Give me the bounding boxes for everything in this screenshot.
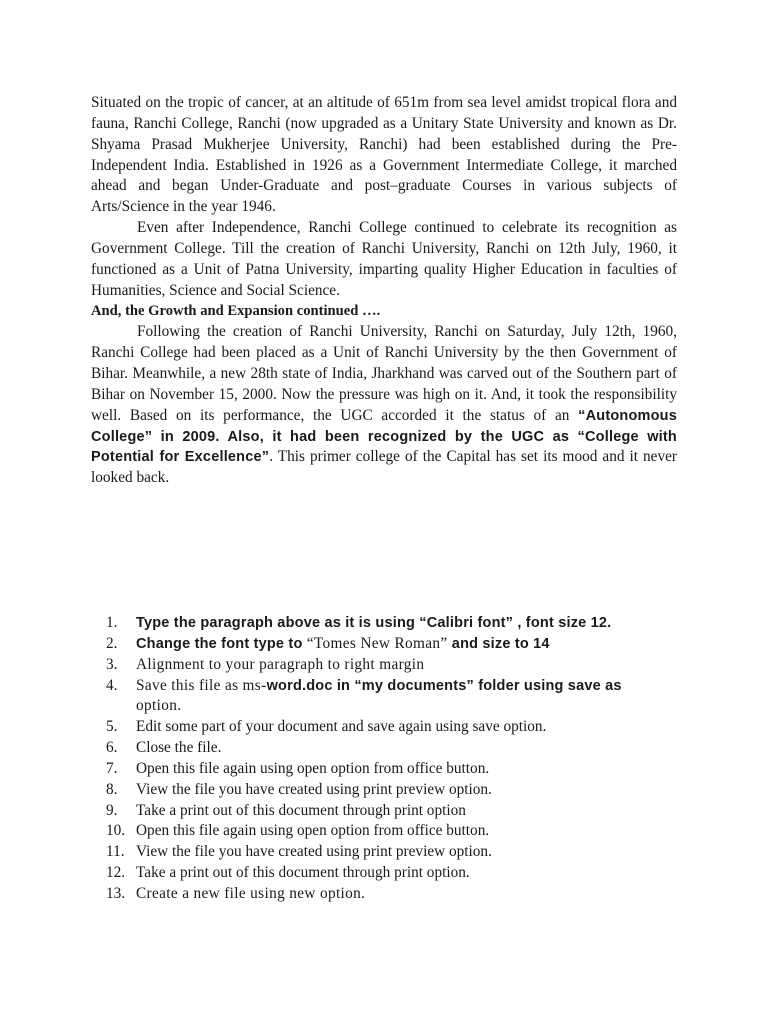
list-item xyxy=(106,801,678,822)
list-item xyxy=(106,613,678,634)
list-text: Take a print out of this document through print option. xyxy=(136,864,470,882)
list-item xyxy=(106,655,678,676)
list-text: Type the paragraph above as it is using “Calibri font” , font size 12. xyxy=(136,615,612,631)
list-text-plain: option. xyxy=(136,697,182,715)
list-text: Open this file again using open option from office button. xyxy=(136,822,490,840)
instruction-list xyxy=(106,613,678,905)
list-item xyxy=(106,759,678,780)
list-text-bold: and size to 14 xyxy=(447,635,550,652)
list-number: 4. xyxy=(106,676,118,694)
section-heading: And, the Growth and Expansion continued …. xyxy=(91,303,381,320)
list-text: Take a print out of this document through print option xyxy=(136,801,466,819)
list-item xyxy=(106,842,678,863)
paragraph-independence: Even after Independence, Ranchi College continued to celebrate its recognition as Government College. Till the creation of Ranchi University, Ranchi on 12th July, 1960, it functioned as a Unit of Patna University, imparting quality Higher Education in faculties of Humanities, Science and Social Science. xyxy=(91,219,677,299)
list-number: 12. xyxy=(106,864,126,882)
list-text: Alignment to your paragraph to right margin xyxy=(136,655,425,673)
list-number: 5. xyxy=(106,718,118,736)
list-number: 9. xyxy=(106,801,118,819)
list-number: 11. xyxy=(106,843,125,861)
list-number: 10. xyxy=(106,822,126,840)
list-number: 6. xyxy=(106,739,118,757)
list-text: Open this file again using open option from office button. xyxy=(136,759,490,777)
list-text-bold: Change the font type to xyxy=(136,635,307,652)
list-item xyxy=(106,780,678,801)
list-text-plain: Save this file as ms- xyxy=(136,676,267,694)
list-text: View the file you have created using print preview option. xyxy=(136,843,492,861)
list-text-plain: “Tomes New Roman” xyxy=(306,634,448,652)
list-text xyxy=(136,676,678,718)
paragraph-growth-bold: “Autonomous College” in 2009. Also, it had been recognized by the UGC as “College with Potential for Excellence” xyxy=(91,407,677,466)
list-item xyxy=(106,821,678,842)
paragraph-growth xyxy=(91,322,677,489)
list-item xyxy=(106,863,678,884)
list-item xyxy=(106,634,678,655)
body-text xyxy=(91,93,677,489)
list-text: Close the file. xyxy=(136,739,222,757)
list-text xyxy=(136,634,678,655)
list-number: 2. xyxy=(106,634,118,652)
list-text: Edit some part of your document and save again using save option. xyxy=(136,718,547,736)
list-item xyxy=(106,717,678,738)
list-text: Create a new file using new option. xyxy=(136,884,366,902)
paragraph-growth-text: Following the creation of Ranchi University, Ranchi on Saturday, July 12th, 1960, Ranchi College had been placed as a Unit of Ranchi University by the then Government of Bihar. Meanwhile, a new 28th state of India, Jharkhand was carved out of the Southern part of Bihar on November 15, 2000. Now the pressure was high on it. And, it took the responsibility well. Based on its performance, the UGC accorded it the status of an xyxy=(91,323,677,424)
list-item xyxy=(106,738,678,759)
list-number: 1. xyxy=(106,614,118,631)
list-item xyxy=(106,676,678,718)
list-number: 13. xyxy=(106,884,126,902)
list-number: 3. xyxy=(106,655,118,673)
list-text-bold: word.doc in “my documents” folder using save as xyxy=(266,677,622,694)
list-number: 7. xyxy=(106,759,118,777)
list-text: View the file you have created using print preview option. xyxy=(136,780,492,798)
list-item xyxy=(106,884,678,905)
paragraph-intro: Situated on the tropic of cancer, at an altitude of 651m from sea level amidst tropical flora and fauna, Ranchi College, Ranchi (now upgraded as a Unitary State University and known as Dr. Shyama Prasad Mukherjee University, Ranchi) had been established during the Pre- Independent India. Established in 1926 as a Government Intermediate College, it marched ahead and began Under-Graduate and post–graduate Courses in various subjects of Arts/Science in the year 1946. xyxy=(91,94,677,216)
list-number: 8. xyxy=(106,780,118,798)
paragraph-growth-end: . This primer college of the Capital has set its mood and it never looked back. xyxy=(91,448,677,487)
